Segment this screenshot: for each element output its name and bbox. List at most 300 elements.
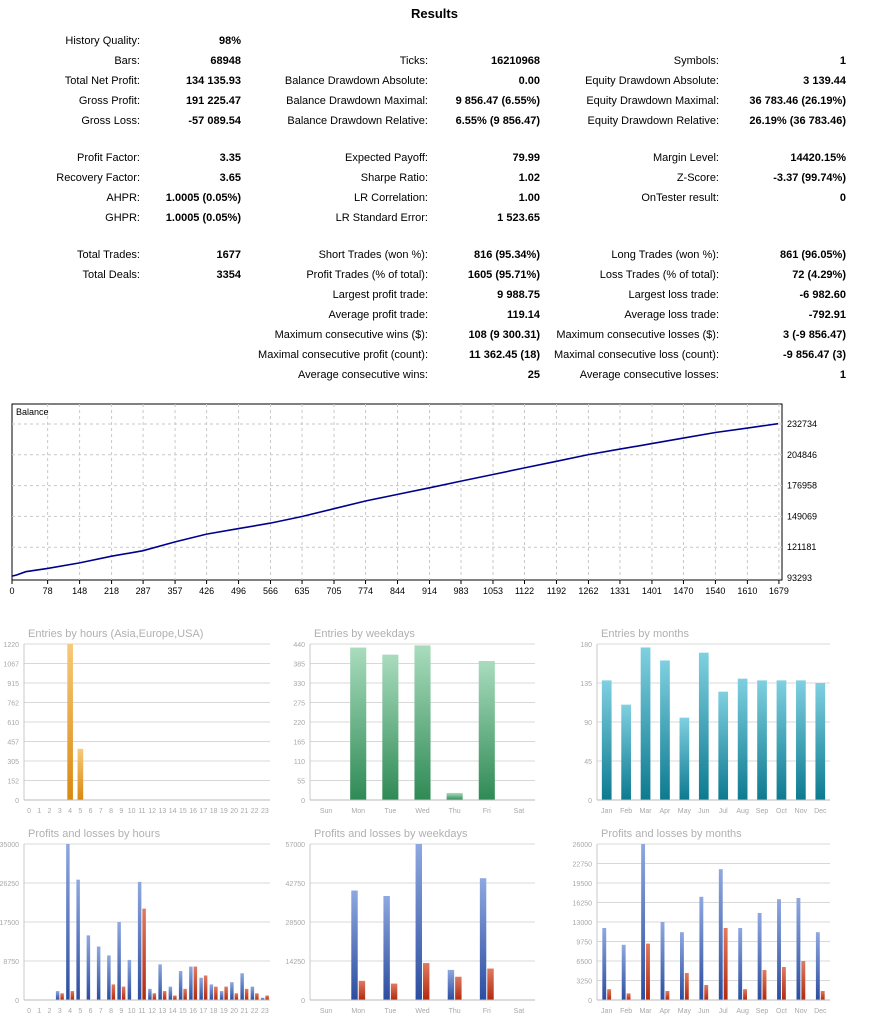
y-tick-label: 385 bbox=[293, 661, 305, 669]
balance-x-tick: 844 bbox=[389, 586, 406, 596]
balance-y-tick: 121181 bbox=[787, 542, 817, 553]
stat-label: Balance Drawdown Maximal: bbox=[286, 95, 428, 107]
x-tick-label: 3 bbox=[57, 808, 62, 815]
stat-label: Balance Drawdown Relative: bbox=[287, 115, 428, 127]
y-tick-label: 1220 bbox=[3, 642, 19, 649]
y-tick-label: 22750 bbox=[572, 861, 592, 869]
stat-value: 191 225.47 bbox=[185, 95, 241, 107]
x-tick-label: Mar bbox=[639, 808, 652, 815]
stat-label: Short Trades (won %): bbox=[318, 249, 428, 261]
y-tick-label: 110 bbox=[293, 759, 305, 766]
x-tick-label: 15 bbox=[178, 1008, 187, 1015]
x-tick-label: 2 bbox=[47, 1008, 52, 1015]
bar bbox=[67, 644, 73, 800]
x-tick-label: 0 bbox=[27, 1008, 32, 1015]
x-tick-label: 17 bbox=[199, 808, 208, 815]
x-tick-label: 10 bbox=[127, 808, 136, 815]
loss-bar bbox=[214, 987, 217, 1000]
loss-bar bbox=[163, 991, 166, 1000]
x-tick-label: 7 bbox=[98, 1008, 103, 1015]
x-tick-label: Mon bbox=[351, 1008, 366, 1015]
balance-y-tick: 149069 bbox=[787, 511, 818, 522]
x-tick-label: Sun bbox=[319, 808, 333, 815]
y-tick-label: 45 bbox=[584, 759, 592, 766]
profit-bar bbox=[680, 932, 684, 1000]
y-tick-label: 26250 bbox=[0, 881, 19, 888]
x-tick-label: Wed bbox=[415, 808, 430, 815]
profit-bar bbox=[351, 891, 357, 1000]
loss-bar bbox=[763, 970, 767, 1000]
loss-bar bbox=[455, 977, 461, 1000]
stat-value: -3.37 (99.74%) bbox=[773, 172, 846, 184]
stat-value: 98% bbox=[218, 35, 241, 47]
chart-title-6: Profits and losses by months bbox=[601, 828, 742, 840]
stat-label: Maximum consecutive wins ($): bbox=[274, 329, 428, 341]
stat-label: Average consecutive wins: bbox=[297, 369, 428, 381]
loss-bar bbox=[173, 996, 176, 1000]
x-tick-label: 18 bbox=[209, 1008, 218, 1015]
y-tick-label: 275 bbox=[293, 700, 305, 708]
x-tick-label: Thu bbox=[448, 1008, 461, 1015]
stat-value: 16210968 bbox=[491, 55, 540, 67]
stat-value: -6 982.60 bbox=[799, 289, 846, 301]
profit-bar bbox=[796, 898, 800, 1000]
profit-bar bbox=[240, 973, 243, 1000]
profit-bar bbox=[661, 922, 665, 1000]
stat-value: 1.0005 (0.05%) bbox=[165, 192, 241, 204]
loss-bar bbox=[204, 975, 207, 1000]
balance-x-tick: 914 bbox=[421, 586, 438, 596]
x-tick-label: Sep bbox=[755, 808, 769, 815]
balance-x-tick: 1053 bbox=[482, 586, 503, 596]
loss-bar bbox=[224, 987, 227, 1000]
balance-title: Balance bbox=[16, 407, 49, 417]
bar bbox=[641, 647, 651, 800]
x-tick-label: 19 bbox=[219, 808, 228, 815]
chart-title-1: Entries by hours (Asia,Europe,USA) bbox=[28, 628, 204, 640]
y-tick-label: 330 bbox=[293, 681, 305, 688]
stat-label: Symbols: bbox=[673, 55, 719, 67]
y-tick-label: 135 bbox=[580, 681, 592, 688]
balance-x-tick: 1262 bbox=[578, 586, 599, 596]
loss-bar bbox=[122, 987, 125, 1000]
bar bbox=[738, 679, 748, 800]
profit-bar bbox=[179, 971, 182, 1000]
stat-label: Gross Loss: bbox=[81, 115, 140, 127]
y-tick-label: 610 bbox=[7, 720, 19, 727]
stat-label: Largest profit trade: bbox=[332, 289, 428, 301]
stat-label: Average loss trade: bbox=[624, 309, 719, 321]
loss-bar bbox=[255, 993, 258, 1000]
y-tick-label: 9750 bbox=[576, 939, 592, 947]
y-tick-label: 1067 bbox=[3, 661, 19, 669]
y-tick-label: 3250 bbox=[576, 978, 592, 986]
balance-x-tick: 774 bbox=[358, 586, 374, 596]
x-tick-label: 20 bbox=[230, 808, 239, 815]
x-tick-label: 14 bbox=[168, 808, 177, 815]
y-tick-label: 305 bbox=[7, 759, 19, 766]
x-tick-label: 12 bbox=[148, 1008, 157, 1015]
loss-bar bbox=[607, 989, 611, 1000]
loss-bar bbox=[782, 967, 786, 1000]
balance-x-tick: 1331 bbox=[609, 586, 630, 596]
bar bbox=[660, 660, 670, 800]
x-tick-label: 8 bbox=[109, 1008, 114, 1015]
stat-label: Margin Level: bbox=[652, 152, 719, 164]
x-tick-label: 21 bbox=[240, 808, 249, 815]
x-tick-label: 3 bbox=[57, 1008, 62, 1015]
stat-label: Total Trades: bbox=[77, 249, 140, 261]
x-tick-label: 21 bbox=[240, 1008, 249, 1015]
x-tick-label: Jul bbox=[718, 1008, 728, 1015]
stat-label: GHPR: bbox=[105, 212, 140, 224]
profit-bar bbox=[148, 989, 151, 1000]
y-tick-label: 35000 bbox=[0, 842, 19, 849]
loss-bar bbox=[245, 989, 248, 1000]
bar bbox=[718, 692, 728, 800]
stat-value: 9 856.47 (6.55%) bbox=[455, 95, 540, 107]
x-tick-label: 7 bbox=[98, 808, 103, 815]
loss-bar bbox=[743, 989, 747, 1000]
x-tick-label: Sun bbox=[319, 1008, 333, 1015]
stat-label: LR Standard Error: bbox=[335, 212, 428, 224]
x-tick-label: 23 bbox=[260, 1008, 269, 1015]
balance-x-tick: 426 bbox=[199, 586, 215, 596]
loss-bar bbox=[391, 984, 397, 1000]
stat-value: 1677 bbox=[216, 249, 241, 261]
bar bbox=[815, 683, 825, 800]
balance-x-tick: 496 bbox=[231, 586, 247, 596]
x-tick-label: Oct bbox=[776, 1008, 787, 1015]
x-tick-label: 12 bbox=[148, 808, 157, 815]
x-tick-label: Sat bbox=[513, 808, 525, 815]
balance-x-tick: 0 bbox=[9, 586, 15, 596]
y-tick-label: 152 bbox=[7, 778, 19, 786]
y-tick-label: 14250 bbox=[285, 959, 305, 966]
y-tick-label: 42750 bbox=[285, 881, 305, 888]
stat-label: Total Deals: bbox=[82, 269, 140, 281]
balance-x-tick: 1470 bbox=[673, 586, 694, 596]
balance-x-tick: 1679 bbox=[768, 586, 789, 596]
profit-bar bbox=[169, 987, 172, 1000]
loss-bar bbox=[801, 961, 805, 1000]
x-tick-label: Sat bbox=[513, 1008, 525, 1015]
stat-label: Loss Trades (% of total): bbox=[599, 269, 719, 281]
x-tick-label: Wed bbox=[415, 1008, 430, 1015]
profit-bar bbox=[480, 878, 486, 1000]
y-tick-label: 762 bbox=[7, 700, 19, 708]
x-tick-label: Nov bbox=[794, 808, 808, 815]
balance-x-tick: 1610 bbox=[737, 586, 758, 596]
stat-label: Bars: bbox=[114, 55, 140, 67]
loss-bar bbox=[71, 991, 74, 1000]
profit-bar bbox=[719, 869, 723, 1000]
profit-bar bbox=[189, 967, 192, 1000]
y-tick-label: 0 bbox=[301, 798, 305, 805]
bar bbox=[757, 680, 767, 800]
profit-bar bbox=[699, 897, 703, 1000]
profit-bar bbox=[641, 844, 645, 1000]
x-tick-label: Fri bbox=[482, 808, 491, 815]
balance-x-tick: 705 bbox=[326, 586, 342, 596]
x-tick-label: 0 bbox=[27, 808, 32, 815]
x-tick-label: Sep bbox=[755, 1008, 769, 1015]
profit-bar bbox=[251, 987, 254, 1000]
profit-bar bbox=[56, 991, 59, 1000]
balance-x-tick: 78 bbox=[42, 586, 53, 596]
profit-bar bbox=[87, 935, 90, 1000]
loss-bar bbox=[665, 991, 669, 1000]
bar bbox=[78, 749, 84, 800]
balance-x-tick: 566 bbox=[263, 586, 279, 596]
loss-bar bbox=[359, 981, 365, 1000]
loss-bar bbox=[60, 993, 63, 1000]
stat-value: 3 139.44 bbox=[803, 75, 846, 87]
stat-value: 79.99 bbox=[512, 152, 540, 164]
balance-x-tick: 1192 bbox=[546, 586, 567, 596]
y-tick-label: 180 bbox=[580, 642, 592, 649]
stat-value: 3 (-9 856.47) bbox=[783, 329, 846, 341]
profit-bar bbox=[622, 945, 626, 1000]
stat-value: 1.00 bbox=[518, 192, 540, 204]
profit-bar bbox=[128, 960, 131, 1000]
y-tick-label: 57000 bbox=[285, 842, 305, 849]
stat-label: Largest loss trade: bbox=[628, 289, 719, 301]
x-tick-label: 18 bbox=[209, 808, 218, 815]
x-tick-label: 6 bbox=[88, 1008, 93, 1015]
stat-label: Profit Trades (% of total): bbox=[306, 269, 428, 281]
y-tick-label: 0 bbox=[15, 798, 19, 805]
y-tick-label: 17500 bbox=[0, 920, 19, 927]
stat-label: Maximal consecutive loss (count): bbox=[553, 349, 719, 361]
stat-label: Expected Payoff: bbox=[345, 152, 428, 164]
stat-value: 108 (9 300.31) bbox=[468, 329, 540, 341]
stat-value: 0.00 bbox=[518, 75, 540, 87]
x-tick-label: Mar bbox=[639, 1008, 652, 1015]
y-tick-label: 457 bbox=[7, 739, 19, 747]
loss-bar bbox=[183, 989, 186, 1000]
y-tick-label: 220 bbox=[293, 720, 305, 727]
loss-bar bbox=[724, 928, 728, 1000]
stat-label: Ticks: bbox=[399, 55, 428, 67]
x-tick-label: 22 bbox=[250, 1008, 259, 1015]
profit-bar bbox=[117, 922, 120, 1000]
y-tick-label: 440 bbox=[293, 642, 305, 649]
balance-x-tick: 218 bbox=[104, 586, 120, 596]
x-tick-label: Oct bbox=[776, 808, 787, 815]
bar bbox=[621, 705, 631, 800]
loss-bar bbox=[265, 996, 268, 1000]
balance-x-tick: 287 bbox=[135, 586, 151, 596]
x-tick-label: 13 bbox=[158, 808, 167, 815]
chart-title-2: Entries by weekdays bbox=[314, 628, 415, 640]
stat-label: Equity Drawdown Absolute: bbox=[585, 75, 719, 87]
y-tick-label: 13000 bbox=[572, 920, 592, 927]
x-tick-label: 4 bbox=[68, 808, 73, 815]
profit-bar bbox=[602, 928, 606, 1000]
x-tick-label: 9 bbox=[119, 808, 124, 815]
stat-value: 1 523.65 bbox=[497, 212, 540, 224]
y-tick-label: 28500 bbox=[285, 920, 305, 927]
x-tick-label: Dec bbox=[814, 808, 827, 815]
stat-value: 14420.15% bbox=[790, 152, 846, 164]
stat-label: AHPR: bbox=[106, 192, 140, 204]
stat-value: -9 856.47 (3) bbox=[783, 349, 846, 361]
stat-label: Maximal consecutive profit (count): bbox=[258, 349, 428, 361]
balance-y-tick: 232734 bbox=[787, 419, 818, 429]
x-tick-label: 17 bbox=[199, 1008, 208, 1015]
loss-bar bbox=[194, 967, 197, 1000]
y-tick-label: 19500 bbox=[572, 881, 592, 888]
y-tick-label: 915 bbox=[7, 681, 19, 688]
bar bbox=[382, 655, 398, 800]
stat-value: 9 988.75 bbox=[497, 289, 540, 301]
stat-label: Average profit trade: bbox=[328, 309, 428, 321]
y-tick-label: 55 bbox=[297, 778, 305, 786]
balance-x-tick: 635 bbox=[294, 586, 310, 596]
stat-value: 816 (95.34%) bbox=[473, 249, 540, 261]
stat-label: LR Correlation: bbox=[354, 192, 428, 204]
stat-value: 119.14 bbox=[506, 309, 540, 321]
stat-label: Z-Score: bbox=[676, 172, 719, 184]
stat-value: 1.02 bbox=[518, 172, 540, 184]
x-tick-label: 8 bbox=[109, 808, 114, 815]
profit-bar bbox=[66, 844, 69, 1000]
loss-bar bbox=[112, 984, 115, 1000]
balance-x-tick: 1540 bbox=[705, 586, 726, 596]
profit-bar bbox=[230, 982, 233, 1000]
profit-bar bbox=[158, 964, 161, 1000]
x-tick-label: Apr bbox=[659, 1008, 671, 1015]
bar bbox=[602, 680, 612, 800]
stat-label: Average consecutive losses: bbox=[579, 369, 719, 381]
stat-value: 1 bbox=[839, 55, 846, 67]
x-tick-label: Dec bbox=[814, 1008, 827, 1015]
x-tick-label: 23 bbox=[260, 808, 269, 815]
stat-label: Maximum consecutive losses ($): bbox=[556, 329, 719, 341]
bar bbox=[699, 653, 709, 800]
y-tick-label: 165 bbox=[293, 739, 305, 747]
balance-x-tick: 1401 bbox=[641, 586, 662, 596]
x-tick-label: Fri bbox=[482, 1008, 491, 1015]
stat-value: 25 bbox=[527, 369, 540, 381]
stat-label: Sharpe Ratio: bbox=[360, 172, 428, 184]
x-tick-label: Aug bbox=[736, 808, 749, 815]
x-tick-label: 19 bbox=[219, 1008, 228, 1015]
stat-label: Recovery Factor: bbox=[56, 172, 140, 184]
stat-label: OnTester result: bbox=[641, 192, 719, 204]
x-tick-label: Aug bbox=[736, 1008, 749, 1015]
x-tick-label: Feb bbox=[620, 1008, 633, 1015]
x-tick-label: Tue bbox=[384, 1008, 397, 1015]
profit-bar bbox=[777, 899, 781, 1000]
bar bbox=[447, 793, 463, 800]
x-tick-label: 13 bbox=[158, 1008, 167, 1015]
bar bbox=[479, 661, 495, 800]
profit-bar bbox=[416, 844, 422, 1000]
bar bbox=[777, 680, 787, 800]
x-tick-label: 6 bbox=[88, 808, 93, 815]
x-tick-label: May bbox=[677, 808, 691, 815]
stat-value: 72 (4.29%) bbox=[792, 269, 846, 281]
x-tick-label: Nov bbox=[794, 1008, 808, 1015]
chart-title-3: Entries by months bbox=[601, 628, 690, 640]
stat-label: Equity Drawdown Relative: bbox=[587, 115, 719, 127]
stat-value: 1.0005 (0.05%) bbox=[165, 212, 241, 224]
stat-value: 3354 bbox=[216, 269, 241, 281]
x-tick-label: Jan bbox=[601, 808, 613, 815]
balance-x-tick: 983 bbox=[453, 586, 469, 596]
stat-value: 68948 bbox=[210, 55, 241, 67]
profit-bar bbox=[448, 970, 454, 1000]
x-tick-label: May bbox=[677, 1008, 691, 1015]
y-tick-label: 16250 bbox=[572, 900, 592, 908]
loss-bar bbox=[235, 993, 238, 1000]
stat-label: Long Trades (won %): bbox=[611, 249, 719, 261]
x-tick-label: 2 bbox=[47, 808, 52, 815]
stat-value: 26.19% (36 783.46) bbox=[749, 115, 846, 127]
loss-bar bbox=[153, 993, 156, 1000]
loss-bar bbox=[627, 993, 631, 1000]
x-tick-label: 16 bbox=[189, 808, 198, 815]
stat-label: Gross Profit: bbox=[78, 95, 140, 107]
y-tick-label: 90 bbox=[584, 720, 592, 727]
y-tick-label: 0 bbox=[588, 798, 592, 805]
profit-bar bbox=[758, 913, 762, 1000]
loss-bar bbox=[423, 963, 429, 1000]
stat-value: -792.91 bbox=[808, 309, 846, 321]
balance-x-tick: 357 bbox=[167, 586, 183, 596]
profit-bar bbox=[107, 955, 110, 1000]
chart-title-5: Profits and losses by weekdays bbox=[314, 828, 468, 840]
loss-bar bbox=[704, 985, 708, 1000]
loss-bar bbox=[646, 944, 650, 1000]
stat-value: 134 135.93 bbox=[185, 75, 241, 87]
balance-y-tick: 176958 bbox=[787, 480, 818, 491]
bar bbox=[680, 718, 690, 800]
x-tick-label: 22 bbox=[250, 808, 259, 815]
x-tick-label: 11 bbox=[138, 1008, 146, 1015]
stat-value: 0 bbox=[839, 192, 846, 204]
balance-x-tick: 1122 bbox=[514, 586, 535, 596]
x-tick-label: Jun bbox=[698, 1008, 710, 1015]
loss-bar bbox=[487, 969, 493, 1000]
stat-label: Total Net Profit: bbox=[64, 75, 140, 87]
stat-label: Profit Factor: bbox=[77, 152, 140, 164]
x-tick-label: 14 bbox=[168, 1008, 177, 1015]
profit-bar bbox=[220, 991, 223, 1000]
x-tick-label: 11 bbox=[138, 808, 146, 815]
stat-value: 11 362.45 (18) bbox=[469, 349, 540, 361]
balance-x-tick: 148 bbox=[72, 586, 88, 596]
profit-bar bbox=[76, 880, 79, 1000]
stat-value: 3.35 bbox=[219, 152, 241, 164]
x-tick-label: 5 bbox=[78, 1008, 83, 1015]
stat-value: 1605 (95.71%) bbox=[467, 269, 540, 281]
x-tick-label: Jan bbox=[601, 1008, 613, 1015]
chart-title-4: Profits and losses by hours bbox=[28, 828, 161, 840]
stat-value: 36 783.46 (26.19%) bbox=[749, 95, 846, 107]
report-title: Results bbox=[411, 6, 458, 21]
x-tick-label: Jun bbox=[698, 808, 710, 815]
x-tick-label: 9 bbox=[119, 1008, 124, 1015]
bar bbox=[350, 648, 366, 800]
balance-y-tick: 204846 bbox=[787, 449, 818, 460]
bar bbox=[414, 645, 430, 800]
x-tick-label: 5 bbox=[78, 808, 83, 815]
x-tick-label: 4 bbox=[68, 1008, 73, 1015]
balance-y-tick: 93293 bbox=[787, 573, 813, 583]
